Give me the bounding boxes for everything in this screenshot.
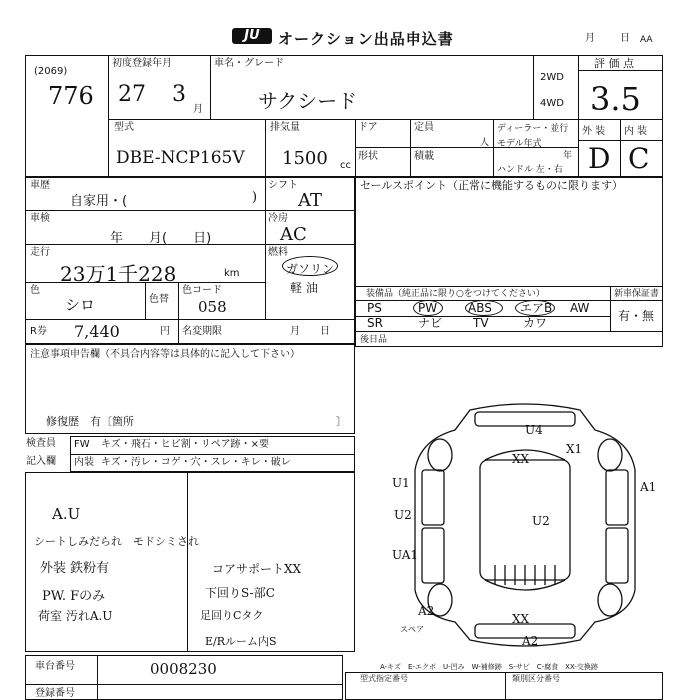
damage-mark: U4	[525, 423, 543, 437]
type-designation-label: 型式指定番号	[360, 674, 408, 683]
color-label: 色	[30, 285, 40, 296]
interior-label: 内 装	[624, 126, 648, 137]
repair-close: 〕	[336, 415, 347, 428]
roof-lines	[495, 565, 555, 585]
shift-value: AT	[298, 190, 323, 211]
load-label: 積載	[414, 151, 434, 162]
repair-label: 修復歴 有〔箇所	[46, 415, 134, 428]
equipment-item: TV	[473, 316, 489, 330]
equipment-circle	[465, 300, 503, 316]
damage-legend: A-キズ E-エクボ U-凹み W-補修跡 S-サビ C-腐食 XX-交換跡	[380, 663, 598, 671]
color-code-label: 色替	[149, 294, 169, 305]
right-door-front	[606, 470, 628, 525]
exterior-value: D	[588, 142, 611, 175]
fw-label: FW	[74, 439, 90, 450]
fuel-gasoline-circle	[282, 256, 338, 276]
reg-month-unit: 月	[193, 104, 203, 115]
note-line: 荷室 汚れA.U	[38, 609, 113, 623]
equipment-item: SR	[367, 316, 383, 330]
spare-label: スペア	[400, 625, 424, 634]
equipment-item: カワ	[523, 316, 548, 330]
car-roof-outline	[480, 460, 570, 580]
new-car-label: 新車保証書	[614, 289, 660, 299]
equipment-item: ABS	[468, 301, 492, 315]
model-value: サクシード	[258, 89, 358, 113]
day-label: 日	[620, 33, 630, 44]
mileage-label: 走行	[30, 247, 50, 258]
drive-4wd: 4WD	[540, 98, 564, 109]
right-door-rear	[606, 528, 628, 583]
other-label: 後日品	[360, 335, 388, 345]
reg-no-label: 登録番号	[35, 688, 75, 699]
inspector-label: 検査員	[26, 438, 56, 449]
mileage-value: 23万1千228	[60, 262, 177, 286]
handle-label: ハンドル 左・右	[497, 165, 563, 175]
use-label: 車歴	[30, 180, 50, 191]
model-label: 車名・グレード	[214, 58, 284, 69]
type-label: 型式	[114, 122, 134, 133]
damage-mark: X1	[566, 442, 583, 456]
equipment-item: PS	[367, 301, 382, 315]
color-value: シロ	[65, 296, 96, 314]
color-no-label: 色コード	[182, 285, 222, 296]
recycle-unit: 円	[160, 326, 170, 337]
exterior-label: 外 装	[582, 126, 606, 137]
name-change-label: 名変期限	[182, 326, 222, 337]
note-line: PW. Fのみ	[42, 589, 106, 604]
class-designation-label: 類別区分番号	[512, 674, 560, 683]
disp-label: 排気量	[270, 122, 300, 133]
damage-mark: UA1	[392, 548, 419, 562]
logo-text: JU	[244, 28, 260, 43]
wheel-fr	[598, 439, 622, 471]
damage-mark: A2	[522, 634, 539, 648]
note-line-right: コアサポートXX	[212, 562, 302, 576]
note-line: A.U	[52, 505, 81, 523]
damage-mark: A2	[418, 604, 435, 618]
equipment-item: PW	[418, 301, 438, 315]
sales-header: セールスポイント（正常に機能するものに限ります）	[360, 179, 624, 192]
equipment-row-2	[355, 316, 610, 331]
reg-year: 27	[118, 82, 146, 107]
use-close: )	[252, 190, 258, 205]
color-no-value: 058	[198, 298, 227, 316]
model-year-label: モデル年式	[497, 139, 542, 149]
grade-header: 評 価 点	[594, 57, 634, 70]
vehicle-no-value: 0008230	[150, 660, 217, 678]
door-label: ドア	[358, 122, 378, 133]
shape-label: 形状	[358, 151, 378, 162]
inspection-label: 車検	[30, 213, 50, 224]
notes-header: 注意事項申告欄（不具合内容等は具体的に記入して下さい）	[30, 349, 300, 360]
entry-code: (2069)	[34, 66, 68, 77]
equipment-item: エアB	[520, 301, 553, 315]
disp-value: 1500	[282, 148, 328, 169]
name-change-value: 月 日	[290, 326, 330, 337]
aircon-value: AC	[280, 224, 307, 245]
entry-number: 776	[48, 82, 94, 110]
recycle-value: 7,440	[74, 322, 120, 341]
note-line: シートしみだられ モドシミされ	[34, 535, 199, 548]
use-value: 自家用・(	[70, 194, 128, 209]
note-line-right: 足回りCタク	[200, 609, 264, 622]
damage-mark: U1	[392, 476, 410, 490]
equipment-circle	[515, 300, 555, 316]
grade-value: 3.5	[590, 80, 641, 118]
damage-mark: U2	[394, 508, 412, 522]
damage-mark: A1	[640, 480, 657, 494]
note-line-right: 下回りS-部C	[205, 586, 275, 600]
wheel-fl	[428, 439, 452, 471]
wheel-rr	[598, 584, 622, 616]
year-unit: 年	[563, 151, 573, 161]
car-body-outline	[415, 404, 635, 646]
interior-items: キズ・汚レ・コゲ・穴・スレ・キレ・破レ	[101, 457, 291, 468]
equipment-item: ナビ	[418, 316, 443, 330]
reg-month: 3	[172, 82, 186, 107]
left-door-rear	[422, 528, 444, 583]
type-value: DBE-NCP165V	[116, 148, 245, 168]
shift-label: シフト	[268, 180, 298, 191]
damage-mark: XX	[512, 452, 530, 466]
equipment-circle	[413, 300, 443, 316]
entry-label: 記入欄	[26, 456, 56, 467]
interior-value: C	[628, 142, 650, 175]
disp-unit: cc	[340, 160, 351, 171]
mileage-unit: km	[224, 268, 240, 279]
fuel-label: 燃料	[268, 247, 288, 258]
brand-logo	[232, 28, 272, 44]
vehicle-no-label: 車台番号	[35, 661, 75, 672]
drive-2wd: 2WD	[540, 72, 564, 83]
note-line-right: E/Rルーム内S	[205, 635, 277, 648]
left-door-front	[422, 470, 444, 525]
header	[0, 0, 700, 50]
fw-items: キズ・飛石・ヒビ割・リペア跡・×要	[101, 439, 269, 450]
form-title: オークション出品申込書	[278, 30, 454, 48]
reg-label: 初度登録年月	[112, 58, 172, 69]
note-line: 外装 鉄粉有	[40, 561, 110, 576]
fuel-gasoline: ガソリン	[286, 262, 335, 276]
aa-label: AA	[640, 35, 653, 45]
damage-mark: U2	[532, 514, 550, 528]
warranty-value: 有・無	[618, 309, 655, 323]
equipment-item: AW	[570, 301, 590, 315]
aircon-label: 冷房	[268, 213, 288, 224]
damage-mark: XX	[512, 612, 530, 626]
fuel-diesel: 軽 油	[290, 281, 318, 295]
month-label: 月	[585, 33, 595, 44]
inspector-interior-label: 内装	[74, 457, 94, 468]
inspection-value: 年 月( 日)	[110, 231, 212, 246]
person-label: 人	[480, 138, 490, 148]
capacity-label: 定員	[414, 122, 434, 133]
recycle-label: R券	[30, 326, 47, 337]
equipment-row-1	[355, 301, 610, 316]
equipment-label: 装備品（純正品に限り○をつけてください）	[366, 289, 545, 299]
dealer-label: ディーラー・並行	[497, 124, 569, 134]
